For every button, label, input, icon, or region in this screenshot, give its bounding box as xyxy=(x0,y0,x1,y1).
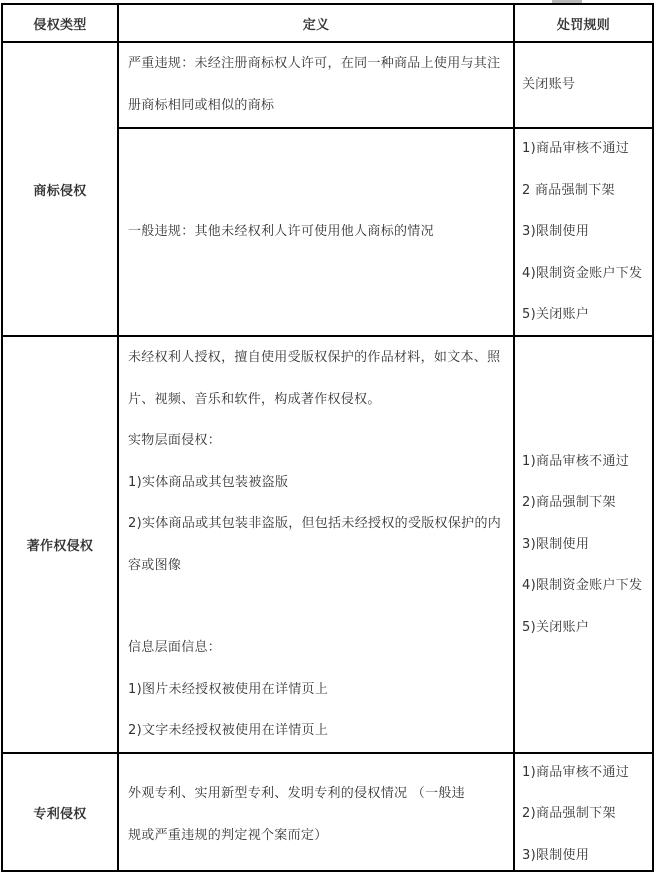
punishment-item: 4)限制资金账户下发 xyxy=(522,265,643,281)
type-cell-patent: 专利侵权 xyxy=(3,754,117,870)
punishment-cell-trademark-general xyxy=(515,129,652,335)
punishment-item: 关闭账号 xyxy=(522,77,576,93)
header-infringement-type: 侵权类型 xyxy=(3,5,117,41)
punishment-item: 5)关闭账户 xyxy=(522,619,590,635)
punishment-cell-copyright xyxy=(515,337,652,752)
definition-line: 一般违规：其他未经权利人许可使用他人商标的情况 xyxy=(128,224,434,240)
definition-line: 未经权利人授权，擅自使用受版权保护的作品材料，如文本、照 xyxy=(128,350,501,365)
definition-cell-trademark-severe xyxy=(119,43,513,127)
punishment-item: 3)限制使用 xyxy=(522,224,590,240)
header-definition: 定义 xyxy=(119,5,513,41)
definition-line: 外观专利、实用新型专利、发明专利的侵权情况 （一般违 xyxy=(128,786,465,802)
definition-line: 2)文字未经授权被使用在详情页上 xyxy=(128,723,329,739)
punishment-item: 1)商品审核不通过 xyxy=(522,453,630,469)
definition-line: 实物层面侵权： xyxy=(128,433,222,449)
definition-line: 严重违规：未经注册商标权人许可，在同一种商品上使用与其注 xyxy=(128,56,501,72)
infringement-rules-table xyxy=(1,3,654,872)
type-cell-copyright: 著作权侵权 xyxy=(3,337,117,752)
definition-line: 1)实体商品或其包装被盗版 xyxy=(128,474,289,490)
definition-line: 容或图像 xyxy=(128,557,182,573)
punishment-item: 2 商品强制下架 xyxy=(522,182,615,198)
punishment-item: 3)限制使用 xyxy=(522,847,590,863)
definition-cell-trademark-general xyxy=(119,129,513,335)
punishment-cell-patent xyxy=(515,754,652,870)
punishment-item: 1)商品审核不通过 xyxy=(522,764,630,780)
definition-line: 1)图片未经授权被使用在详情页上 xyxy=(128,681,329,697)
punishment-item: 5)关闭账户 xyxy=(522,307,590,323)
punishment-item: 4)限制资金账户下发 xyxy=(522,578,643,594)
header-punishment-rules: 处罚规则 xyxy=(515,5,652,41)
definition-cell-copyright xyxy=(119,337,513,752)
punishment-item: 1)商品审核不通过 xyxy=(522,141,630,157)
definition-line: 信息层面信息： xyxy=(128,640,222,656)
definition-cell-patent xyxy=(119,754,513,870)
punishment-item: 2)商品强制下架 xyxy=(522,806,616,822)
type-cell-trademark: 商标侵权 xyxy=(3,43,117,335)
definition-line: 册商标相同或相似的商标 xyxy=(128,98,275,113)
punishment-cell-trademark-severe xyxy=(515,43,652,127)
definition-line: 片、视频、音乐和软件，构成著作权侵权。 xyxy=(128,391,381,407)
punishment-item: 3)限制使用 xyxy=(522,536,590,552)
punishment-item: 2)商品强制下架 xyxy=(522,495,616,511)
definition-line: 2)实体商品或其包装非盗版，但包括未经授权的受版权保护的内 xyxy=(128,516,502,532)
definition-line: 规或严重违规的判定视个案而定） xyxy=(128,828,328,843)
